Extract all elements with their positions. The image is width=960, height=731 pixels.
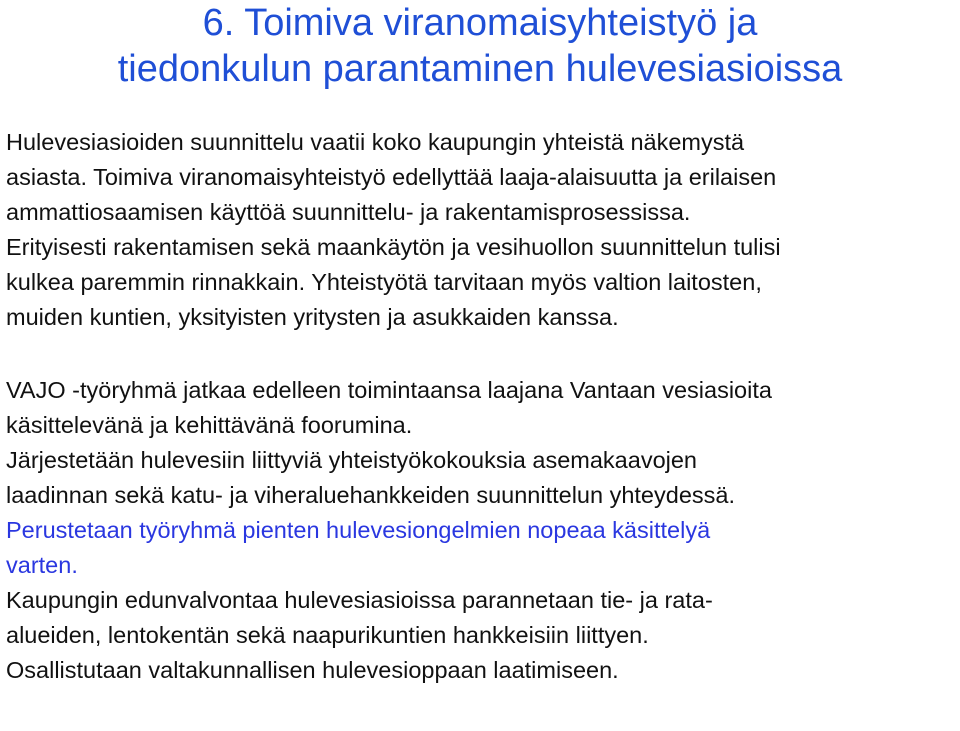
list-item-highlighted bbox=[6, 513, 956, 583]
slide-title bbox=[0, 0, 960, 92]
list-item bbox=[6, 443, 956, 513]
intro-line: Hulevesiasioiden suunnittelu vaatii koko kaupungin yhteistä näkemystä bbox=[6, 129, 745, 155]
slide-body bbox=[6, 125, 956, 688]
list-item bbox=[6, 583, 956, 653]
list-item-line: käsittelevänä ja kehittävänä foorumina. bbox=[6, 412, 413, 438]
list-item-line: VAJO -työryhmä jatkaa edelleen toimintaansa laajana Vantaan vesiasioita bbox=[6, 377, 772, 403]
intro-paragraph bbox=[6, 125, 956, 335]
list-item bbox=[6, 373, 956, 443]
list-item bbox=[6, 653, 956, 688]
intro-line: asiasta. Toimiva viranomaisyhteistyö edellyttää laaja-alaisuutta ja erilaisen bbox=[6, 164, 777, 190]
title-line: tiedonkulun parantaminen hulevesiasioissa bbox=[117, 48, 843, 90]
intro-line: ammattiosaamisen käyttöä suunnittelu- ja rakentamisprosessissa. bbox=[6, 199, 691, 225]
list-item-line: Osallistutaan valtakunnallisen hulevesioppaan laatimiseen. bbox=[6, 657, 619, 683]
list-item-line: alueiden, lentokentän sekä naapurikuntien hankkeisiin liittyen. bbox=[6, 622, 649, 648]
list-item-line: laadinnan sekä katu- ja viheraluehankkeiden suunnittelun yhteydessä. bbox=[6, 482, 735, 508]
intro-line: kulkea paremmin rinnakkain. Yhteistyötä tarvitaan myös valtion laitosten, bbox=[6, 269, 762, 295]
list-item-line: Perustetaan työryhmä pienten hulevesiongelmien nopeaa käsittelyä bbox=[6, 517, 711, 543]
list-item-line: varten. bbox=[6, 552, 78, 578]
intro-line: muiden kuntien, yksityisten yritysten ja asukkaiden kanssa. bbox=[6, 304, 619, 330]
intro-line: Erityisesti rakentamisen sekä maankäytön ja vesihuollon suunnittelun tulisi bbox=[6, 234, 781, 260]
title-line: 6. Toimiva viranomaisyhteistyö ja bbox=[202, 2, 758, 44]
list-item-line: Järjestetään hulevesiin liittyviä yhteistyökokouksia asemakaavojen bbox=[6, 447, 698, 473]
paragraph-gap bbox=[6, 335, 956, 373]
list-item-line: Kaupungin edunvalvontaa hulevesiasioissa parannetaan tie- ja rata- bbox=[6, 587, 713, 613]
